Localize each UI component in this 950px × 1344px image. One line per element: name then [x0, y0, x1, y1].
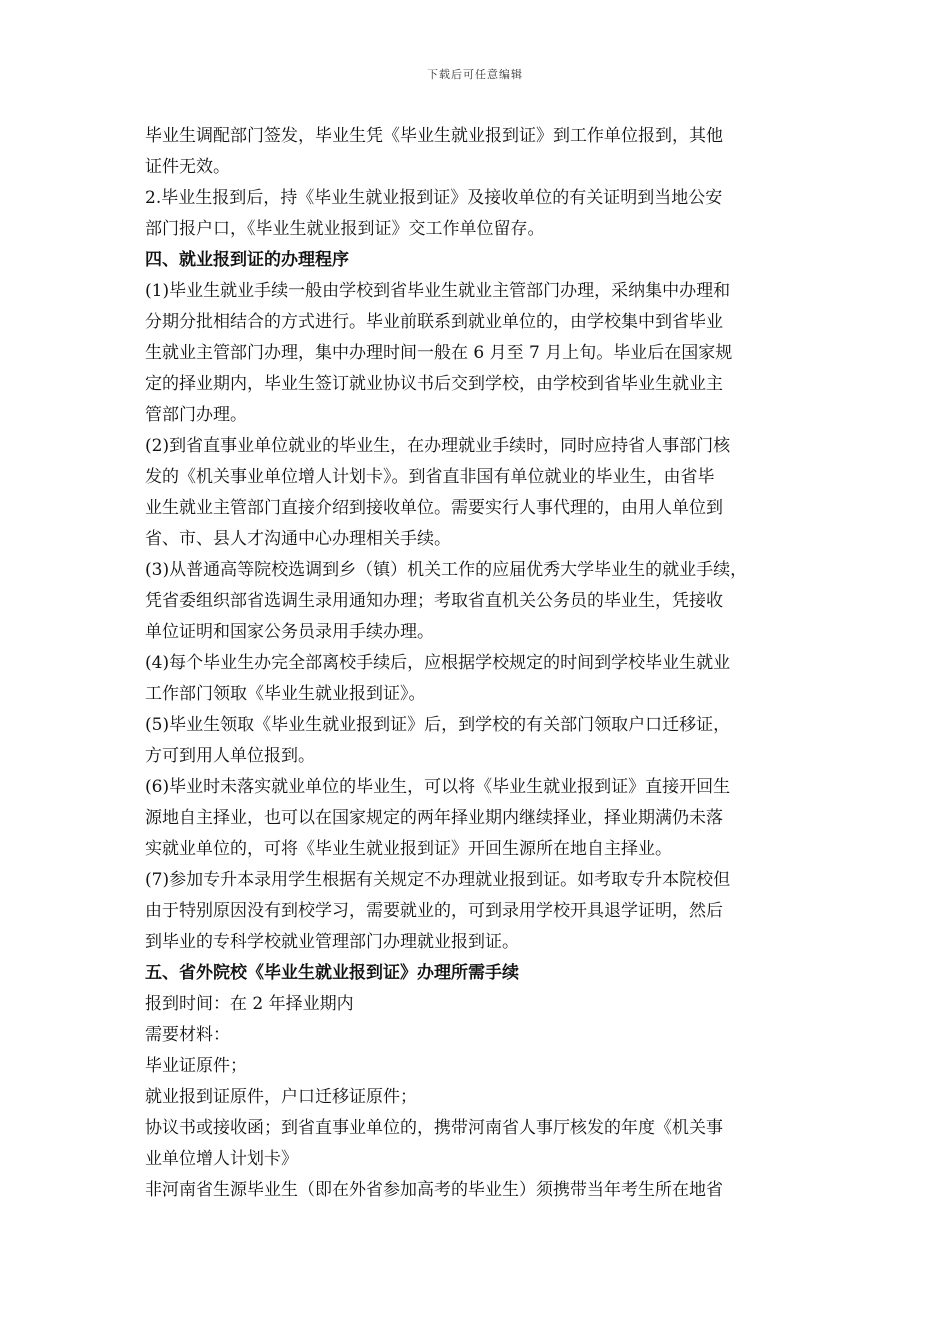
text-line: 非河南省生源毕业生（即在外省参加高考的毕业生）须携带当年考生所在地省 [145, 1180, 723, 1200]
text-line: 管部门办理。 [145, 405, 247, 425]
text-line: 需要材料： [145, 1025, 230, 1045]
text-line: 凭省委组织部省选调生录用通知办理；考取省直机关公务员的毕业生，凭接收 [145, 591, 723, 611]
text-line: (5)毕业生领取《毕业生就业报到证》后，到学校的有关部门领取户口迁移证， [145, 715, 731, 735]
text-line: (1)毕业生就业手续一般由学校到省毕业生就业主管部门办理，采纳集中办理和 [145, 281, 731, 301]
text-line: 定的择业期内，毕业生签订就业协议书后交到学校，由学校到省毕业生就业主 [145, 374, 723, 394]
text-line: (6)毕业时未落实就业单位的毕业生，可以将《毕业生就业报到证》直接开回生 [145, 777, 731, 797]
text-line: 分期分批相结合的方式进行。毕业前联系到就业单位的，由学校集中到省毕业 [145, 312, 723, 332]
header-note: 下载后可任意编辑 [427, 68, 523, 81]
section-heading: 五、省外院校《毕业生就业报到证》办理所需手续 [145, 963, 519, 983]
text-line: 由于特别原因没有到校学习，需要就业的，可到录用学校开具退学证明，然后 [145, 901, 723, 921]
text-line: 到毕业的专科学校就业管理部门办理就业报到证。 [145, 932, 519, 952]
text-line: 单位证明和国家公务员录用手续办理。 [145, 622, 434, 642]
text-line: 工作部门领取《毕业生就业报到证》。 [145, 684, 426, 704]
text-line: (2)到省直事业单位就业的毕业生，在办理就业手续时，同时应持省人事部门核 [145, 436, 731, 456]
text-line: 发的《机关事业单位增人计划卡》。到省直非国有单位就业的毕业生，由省毕 [145, 467, 715, 487]
text-line: 报到时间：在 2 年择业期内 [145, 994, 354, 1014]
document-body [145, 121, 815, 1206]
text-line: 省、市、县人才沟通中心办理相关手续。 [145, 529, 451, 549]
text-line: 毕业生调配部门签发，毕业生凭《毕业生就业报到证》到工作单位报到，其他 [145, 126, 723, 146]
text-line: 源地自主择业，也可以在国家规定的两年择业期内继续择业，择业期满仍未落 [145, 808, 723, 828]
text-line: 协议书或接收函；到省直事业单位的，携带河南省人事厅核发的年度《机关事 [145, 1118, 723, 1138]
text-line: 生就业主管部门办理，集中办理时间一般在 6 月至 7 月上旬。毕业后在国家规 [145, 343, 733, 363]
text-line: 方可到用人单位报到。 [145, 746, 315, 766]
text-line: 毕业证原件； [145, 1056, 247, 1076]
text-line: 2.毕业生报到后，持《毕业生就业报到证》及接收单位的有关证明到当地公安 [145, 188, 723, 208]
text-line: (7)参加专升本录用学生根据有关规定不办理就业报到证。如考取专升本院校但 [145, 870, 731, 890]
text-line: 就业报到证原件，户口迁移证原件； [145, 1087, 417, 1107]
text-line: 业单位增人计划卡》 [145, 1149, 298, 1169]
section-heading: 四、就业报到证的办理程序 [145, 250, 349, 270]
text-line: 业生就业主管部门直接介绍到接收单位。需要实行人事代理的，由用人单位到 [145, 498, 723, 518]
text-line: 实就业单位的，可将《毕业生就业报到证》开回生源所在地自主择业。 [145, 839, 672, 859]
text-line: 部门报户口，《毕业生就业报到证》交工作单位留存。 [145, 219, 545, 239]
text-line: (4)每个毕业生办完全部离校手续后，应根据学校规定的时间到学校毕业生就业 [145, 653, 731, 673]
text-line: (3)从普通高等院校选调到乡（镇）机关工作的应届优秀大学毕业生的就业手续， [145, 560, 748, 580]
text-line: 证件无效。 [145, 157, 230, 177]
